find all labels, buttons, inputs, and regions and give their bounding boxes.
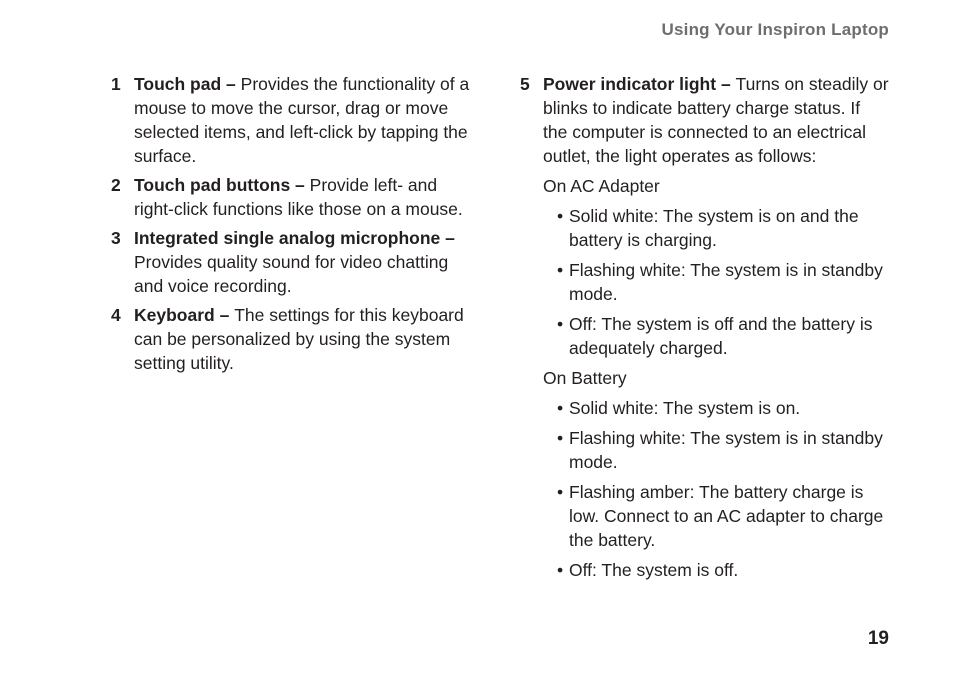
- list-item-keyboard: [110, 303, 480, 375]
- bullet-item: [519, 312, 889, 360]
- bullet-icon: •: [557, 260, 564, 280]
- bullet-item: [519, 204, 889, 252]
- bullet-text: Off: The system is off and the battery is adequately charged.: [569, 314, 873, 358]
- bullet-icon: •: [557, 206, 564, 226]
- running-header: Using Your Inspiron Laptop: [661, 20, 889, 39]
- item-title: Touch pad buttons: [134, 175, 291, 195]
- bullet-item: [519, 396, 889, 420]
- bullet-icon: •: [557, 482, 564, 502]
- bullet-icon: •: [557, 314, 564, 334]
- list-item-touch-pad-buttons: [110, 173, 480, 221]
- item-description: Provides the functionality of a mouse to move the cursor, drag or move selected items, and left-click by tapping the surface.: [134, 74, 470, 166]
- item-description: Provide left- and right-click functions like those on a mouse.: [134, 175, 463, 219]
- right-column: [519, 72, 889, 588]
- item-title: Power indicator light: [543, 74, 717, 94]
- item-title: Touch pad: [134, 74, 222, 94]
- item-description: Provides quality sound for video chatting and voice recording.: [134, 252, 449, 296]
- bullet-text: Flashing amber: The battery charge is low. Connect to an AC adapter to charge the battery.: [569, 482, 884, 550]
- item-dash: –: [214, 305, 235, 325]
- item-dash: –: [221, 74, 241, 94]
- bullet-text: Solid white: The system is on.: [569, 398, 801, 418]
- item-title: Keyboard: [134, 305, 215, 325]
- bullet-item: [519, 258, 889, 306]
- left-column: [110, 72, 480, 380]
- bullet-icon: •: [557, 398, 564, 418]
- item-number: 1: [111, 74, 121, 94]
- bullet-icon: •: [557, 560, 564, 580]
- item-dash: –: [440, 228, 455, 248]
- bullet-text: Flashing white: The system is in standby mode.: [569, 260, 883, 304]
- item-description: Turns on steadily or blinks to indicate battery charge status. If the computer is connected to an electrical outlet, the light operates as follows:: [543, 74, 889, 166]
- list-item-microphone: [110, 226, 480, 298]
- item-number: 4: [111, 305, 121, 325]
- ac-adapter-heading: On AC Adapter: [543, 176, 660, 196]
- item-number: 2: [111, 175, 121, 195]
- list-item-power-indicator: [519, 72, 889, 168]
- item-number: 3: [111, 228, 121, 248]
- bullet-text: Off: The system is off.: [569, 560, 739, 580]
- list-item-touch-pad: [110, 72, 480, 168]
- page-number: 19: [867, 628, 889, 649]
- bullet-item: [519, 426, 889, 474]
- item-number: 5: [520, 74, 530, 94]
- battery-heading: On Battery: [543, 368, 627, 388]
- bullet-icon: •: [557, 428, 564, 448]
- bullet-text: Flashing white: The system is in standby mode.: [569, 428, 883, 472]
- item-description: The settings for this keyboard can be personalized by using the system setting utility.: [134, 305, 464, 373]
- item-title: Integrated single analog microphone: [134, 228, 441, 248]
- bullet-text: Solid white: The system is on and the battery is charging.: [569, 206, 859, 250]
- bullet-item: [519, 558, 889, 582]
- bullet-item: [519, 480, 889, 552]
- item-dash: –: [290, 175, 310, 195]
- item-dash: –: [716, 74, 736, 94]
